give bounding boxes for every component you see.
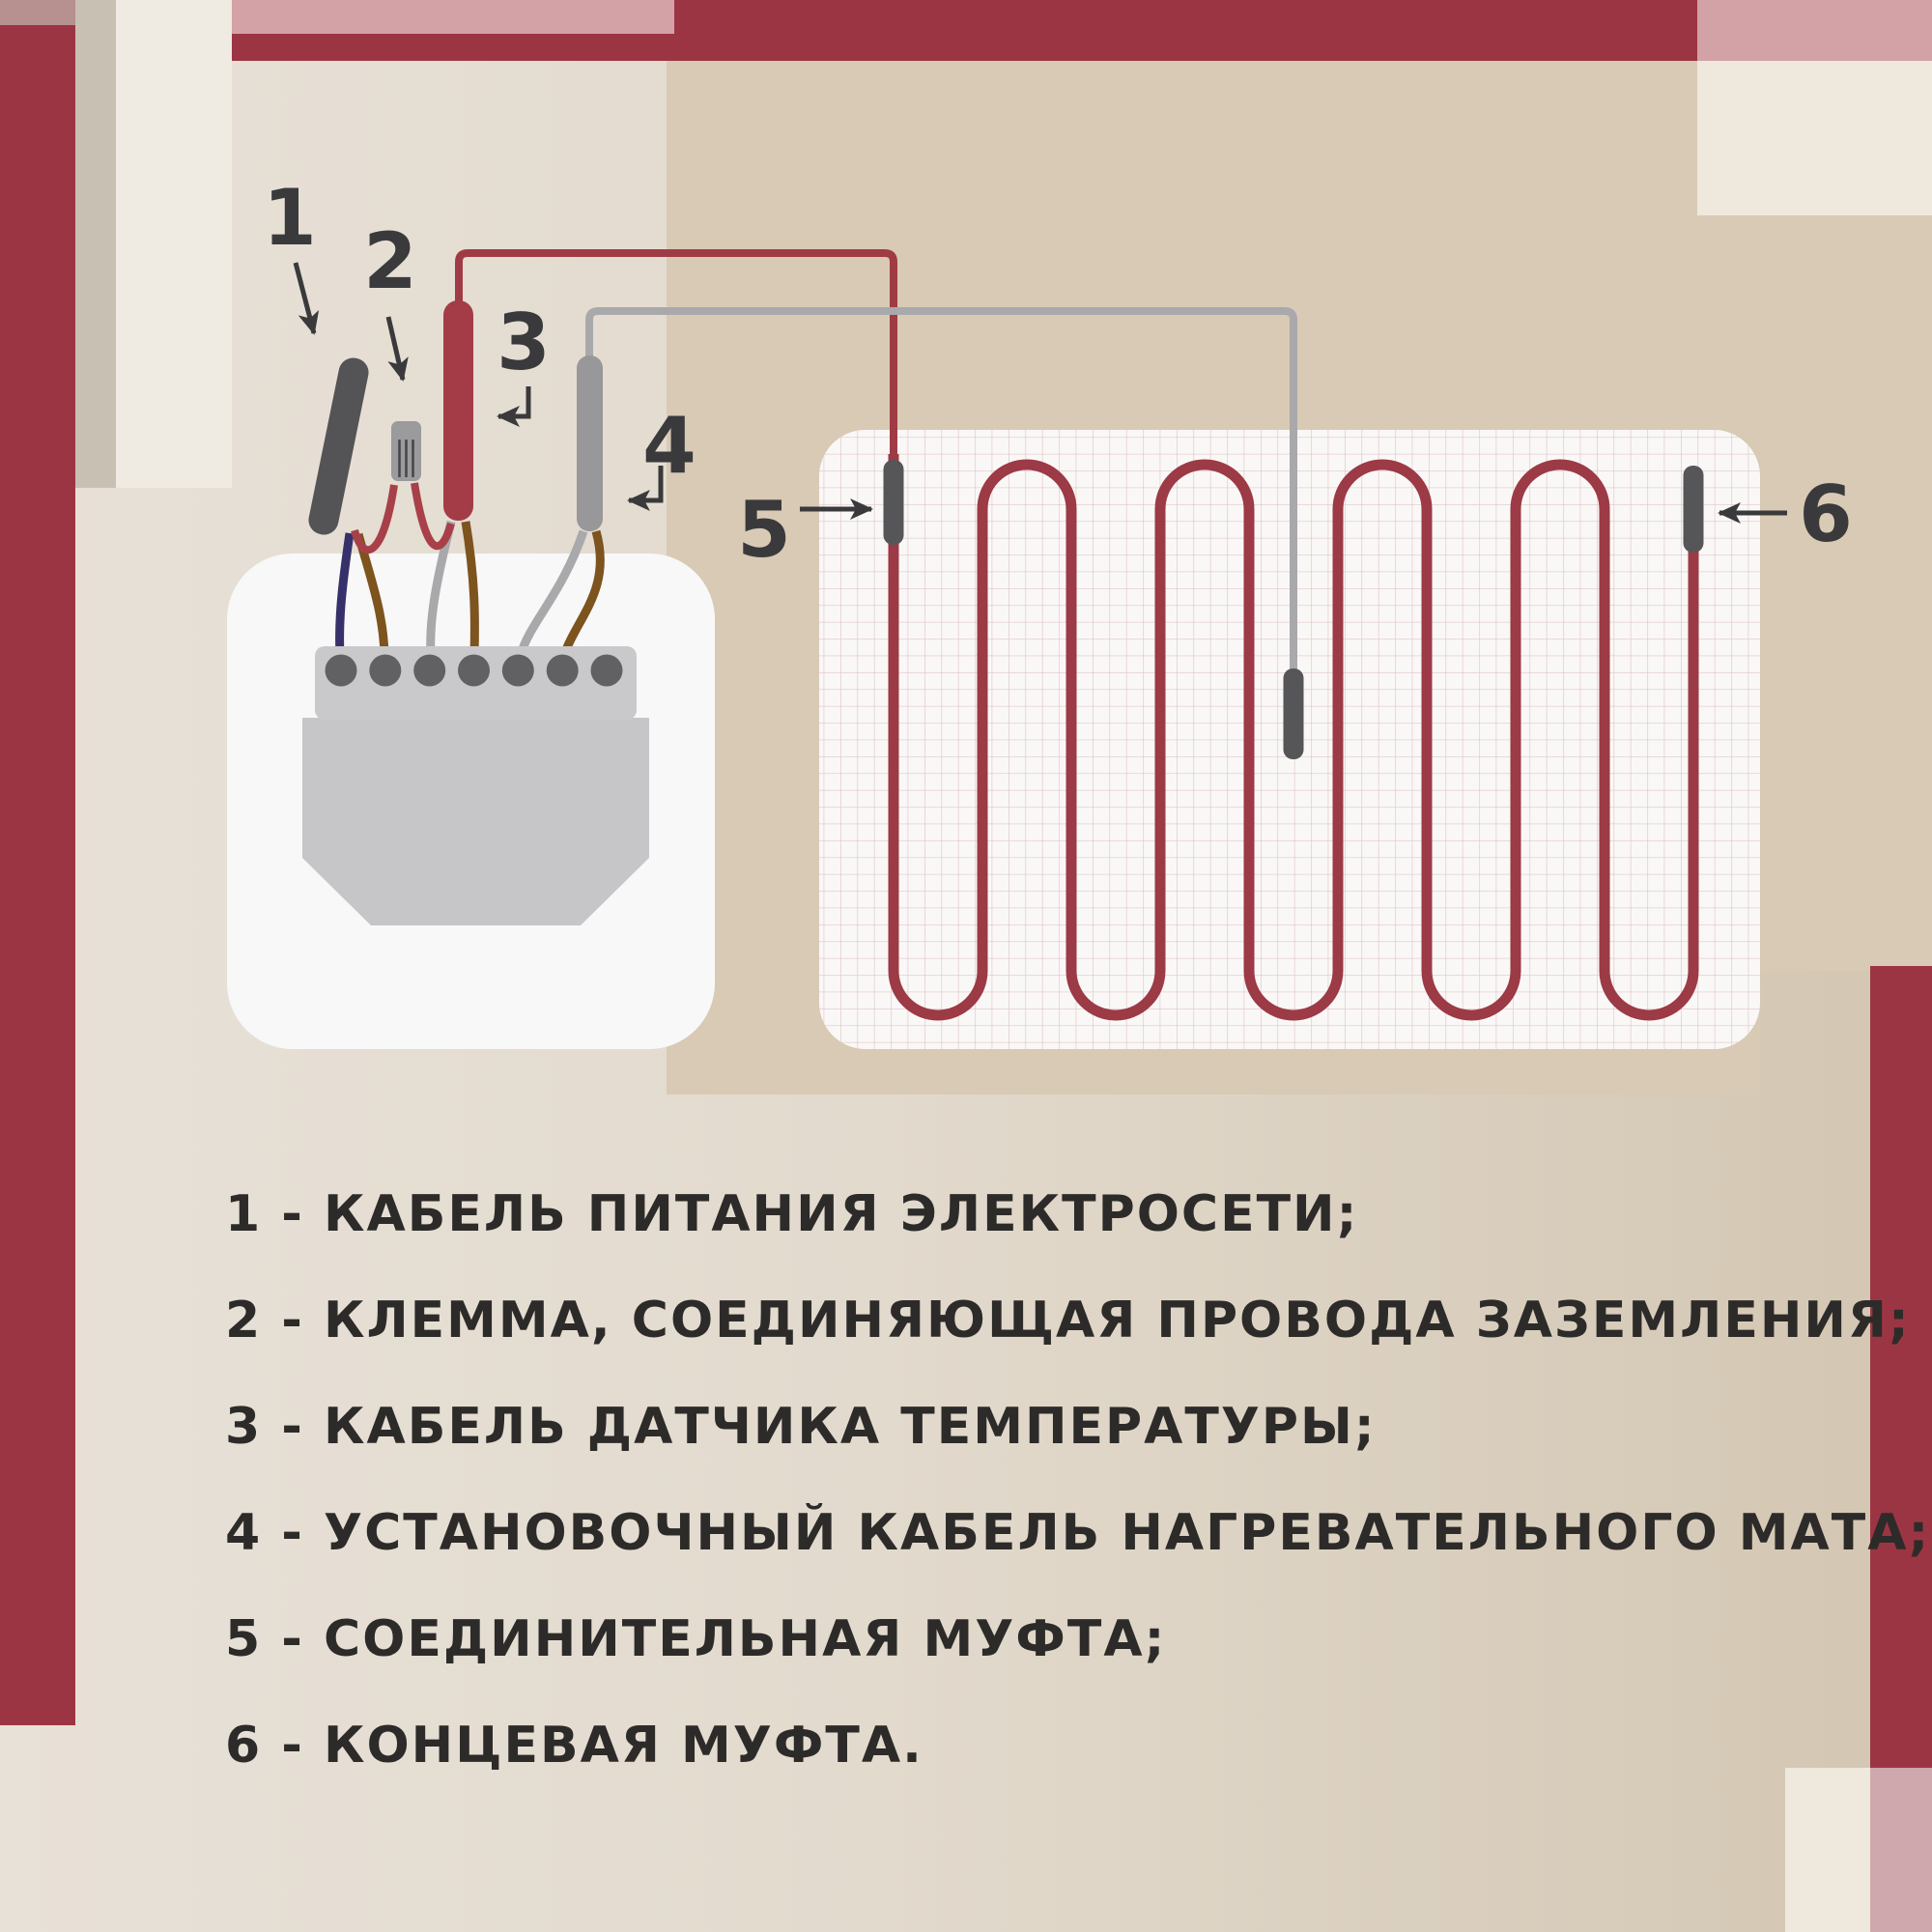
deco-top-pink-strip xyxy=(232,0,674,34)
terminal-screw xyxy=(591,655,623,687)
legend-line-5: 5 - СОЕДИНИТЕЛЬНАЯ МУФТА; xyxy=(225,1610,1167,1668)
deco-bottomright-cream-block xyxy=(1785,1768,1870,1932)
ground-clamp-icon xyxy=(391,421,421,481)
terminal-screw xyxy=(502,655,534,687)
legend-line-6: 6 - КОНЦЕВАЯ МУФТА. xyxy=(225,1717,923,1775)
legend-line-2: 2 - КЛЕММА, СОЕДИНЯЮЩАЯ ПРОВОДА ЗАЗЕМЛЕНИЯ; xyxy=(225,1292,1911,1350)
sensor-cable-connector-icon xyxy=(443,300,473,521)
deco-left-mauve-square xyxy=(0,0,75,25)
deco-taupe-column xyxy=(75,0,116,488)
label-5: 5 xyxy=(737,485,791,575)
label-3: 3 xyxy=(497,298,551,387)
label-4: 4 xyxy=(642,401,696,491)
deco-topright-cream-block xyxy=(1697,61,1932,215)
deco-right-red-bar xyxy=(1870,966,1932,1770)
terminal-screw xyxy=(369,655,401,687)
legend-line-4: 4 - УСТАНОВОЧНЫЙ КАБЕЛЬ НАГРЕВАТЕЛЬНОГО МАТА; xyxy=(225,1504,1931,1562)
label-1: 1 xyxy=(263,173,317,263)
mat-lead-connector-icon xyxy=(577,355,603,531)
terminal-block-body xyxy=(302,718,649,925)
deco-bottomright-pink-block xyxy=(1870,1768,1932,1932)
terminal-block xyxy=(302,646,649,925)
deco-left-red-bar xyxy=(0,25,75,1725)
terminal-screw xyxy=(413,655,445,687)
label-6: 6 xyxy=(1799,469,1853,559)
deco-offwhite-column xyxy=(116,0,232,488)
coupling-sleeve-icon xyxy=(884,460,904,545)
terminal-screw xyxy=(458,655,490,687)
label-2: 2 xyxy=(363,216,417,306)
terminal-screw xyxy=(547,655,579,687)
legend-line-1: 1 - КАБЕЛЬ ПИТАНИЯ ЭЛЕКТРОСЕТИ; xyxy=(225,1185,1359,1243)
end-cap-icon xyxy=(1684,466,1704,553)
terminal-screw xyxy=(326,655,357,687)
deco-topright-pink-block xyxy=(1697,0,1932,61)
legend-line-3: 3 - КАБЕЛЬ ДАТЧИКА ТЕМПЕРАТУРЫ; xyxy=(225,1398,1377,1456)
temperature-sensor-icon xyxy=(1284,668,1304,759)
